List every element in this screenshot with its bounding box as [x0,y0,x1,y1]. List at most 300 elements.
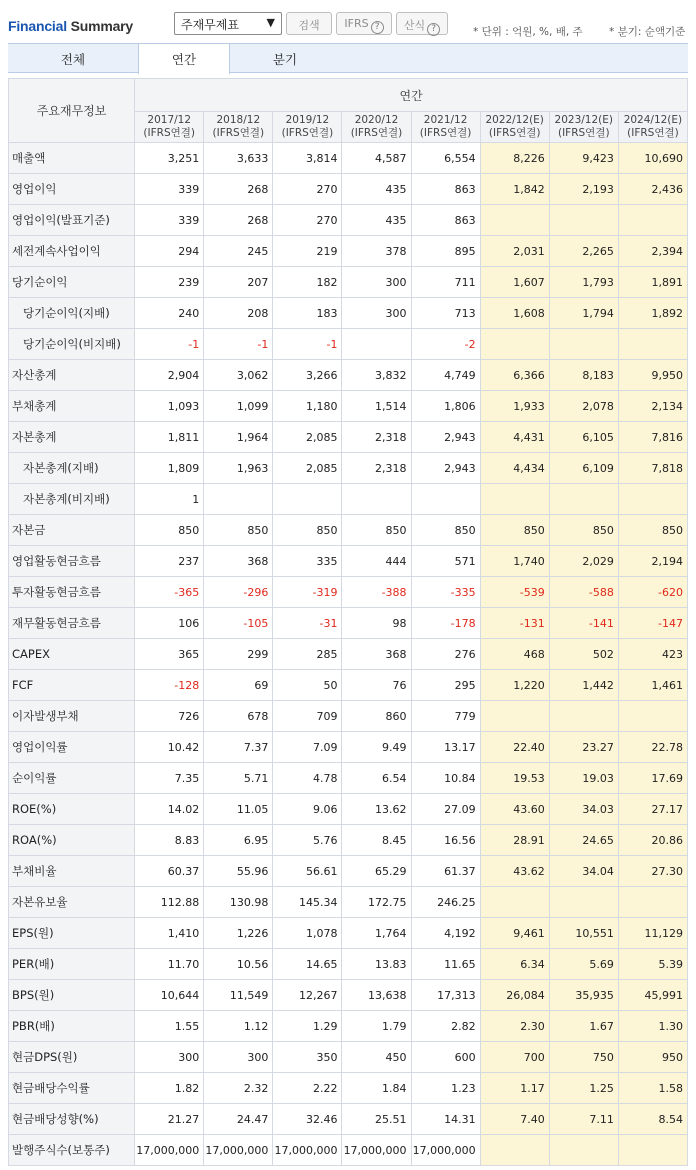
table-cell: 1,608 [480,298,549,329]
table-cell: 2,078 [549,391,618,422]
table-cell: 1,607 [480,267,549,298]
row-label: PER(배) [9,949,135,980]
table-cell: 106 [135,608,204,639]
table-cell: 2,394 [618,236,687,267]
table-cell: 368 [342,639,411,670]
table-cell: 207 [204,267,273,298]
table-cell: 4.78 [273,763,342,794]
table-cell: 240 [135,298,204,329]
table-cell: 1,461 [618,670,687,701]
table-cell: 950 [618,1042,687,1073]
formula-label: 산식 [403,19,426,32]
table-cell [549,329,618,360]
table-cell: 3,266 [273,360,342,391]
table-cell: -1 [135,329,204,360]
column-period: 2020/12 [354,114,399,126]
table-cell [411,484,480,515]
title-financial: Financial [8,18,67,34]
table-cell: 2,134 [618,391,687,422]
table-cell: 850 [135,515,204,546]
table-cell: 24.47 [204,1104,273,1135]
table-row [9,980,688,1011]
table-cell: 1,078 [273,918,342,949]
tab-quarter[interactable]: 분기 [272,52,298,67]
table-cell: 850 [480,515,549,546]
table-cell: 1,740 [480,546,549,577]
table-cell: 4,749 [411,360,480,391]
table-cell: 1.82 [135,1073,204,1104]
table-cell: 2,085 [273,422,342,453]
table-row [9,577,688,608]
row-label: 자본총계(지배) [9,453,135,484]
table-row [9,1011,688,1042]
unit-note: * 단위 : 억원, %, 배, 주 [473,26,583,38]
row-label: 재무활동현금흐름 [9,608,135,639]
page-title [8,18,133,34]
table-cell: 13.17 [411,732,480,763]
table-cell: -2 [411,329,480,360]
table-cell [549,1135,618,1166]
table-cell: 2.82 [411,1011,480,1042]
table-cell [273,484,342,515]
table-cell: 183 [273,298,342,329]
table-cell: 208 [204,298,273,329]
statement-type-value: 주재무제표 [181,18,239,32]
table-row [9,608,688,639]
table-cell: 21.27 [135,1104,204,1135]
table-cell: 502 [549,639,618,670]
row-label: CAPEX [9,639,135,670]
table-cell: 17,000,000 [411,1135,480,1166]
column-basis: (IFRS연결) [350,127,403,139]
row-label: 순이익률 [9,763,135,794]
table-cell: 1,093 [135,391,204,422]
table-cell: 1,892 [618,298,687,329]
row-label: 영업이익 [9,174,135,205]
table-cell: 14.65 [273,949,342,980]
table-cell: 2.22 [273,1073,342,1104]
row-label: 자산총계 [9,360,135,391]
annual-group-header: 연간 [135,79,688,112]
table-row [9,236,688,267]
table-cell: 10.84 [411,763,480,794]
table-row [9,205,688,236]
table-cell: 571 [411,546,480,577]
table-row [9,546,688,577]
row-label: 당기순이익(비지배) [9,329,135,360]
help-icon: ? [371,21,384,34]
table-cell: 5.76 [273,825,342,856]
table-cell: 4,192 [411,918,480,949]
table-cell: 6.34 [480,949,549,980]
table-cell: 1 [135,484,204,515]
table-cell: 2,436 [618,174,687,205]
column-header [135,112,204,143]
table-cell: 27.17 [618,794,687,825]
table-cell: 25.51 [342,1104,411,1135]
table-cell: 34.04 [549,856,618,887]
row-label: 세전계속사업이익 [9,236,135,267]
table-cell: 1,891 [618,267,687,298]
statement-type-select[interactable] [174,12,282,35]
table-cell: -620 [618,577,687,608]
table-cell: 1,809 [135,453,204,484]
table-cell: 1,811 [135,422,204,453]
row-label: 당기순이익(지배) [9,298,135,329]
table-cell: 895 [411,236,480,267]
table-cell: 339 [135,174,204,205]
table-cell: 7.37 [204,732,273,763]
table-cell: 850 [411,515,480,546]
table-row [9,453,688,484]
table-cell: 112.88 [135,887,204,918]
table-header [9,79,688,143]
table-cell: 3,832 [342,360,411,391]
column-basis: (IFRS연결) [419,127,472,139]
table-cell: 6,109 [549,453,618,484]
table-cell [618,887,687,918]
table-cell [480,701,549,732]
table-cell: 55.96 [204,856,273,887]
table-cell: 7,816 [618,422,687,453]
table-cell: -147 [618,608,687,639]
column-header [480,112,549,143]
table-cell: 1,220 [480,670,549,701]
table-cell: 300 [342,298,411,329]
table-cell: 1,180 [273,391,342,422]
table-cell: 11,129 [618,918,687,949]
row-label: 현금DPS(원) [9,1042,135,1073]
table-cell: 1.23 [411,1073,480,1104]
table-cell: 98 [342,608,411,639]
table-cell: 26,084 [480,980,549,1011]
table-row [9,329,688,360]
table-cell: 600 [411,1042,480,1073]
table-cell: 2,943 [411,422,480,453]
table-cell: 294 [135,236,204,267]
table-cell: 268 [204,174,273,205]
column-header [411,112,480,143]
table-cell: 339 [135,205,204,236]
table-cell: 1,964 [204,422,273,453]
table-cell: 2,265 [549,236,618,267]
table-cell [549,887,618,918]
table-cell: 368 [204,546,273,577]
table-cell: 145.34 [273,887,342,918]
table-cell: -296 [204,577,273,608]
table-cell: 56.61 [273,856,342,887]
table-row [9,267,688,298]
table-row [9,732,688,763]
table-cell: 17,313 [411,980,480,1011]
table-cell: 300 [135,1042,204,1073]
table-cell: 1.30 [618,1011,687,1042]
table-row [9,1073,688,1104]
table-cell: 13,638 [342,980,411,1011]
table-cell: 8.45 [342,825,411,856]
table-cell: 1,842 [480,174,549,205]
table-cell: 61.37 [411,856,480,887]
table-cell: 300 [204,1042,273,1073]
table-cell: 237 [135,546,204,577]
table-cell: 43.62 [480,856,549,887]
table-cell: 713 [411,298,480,329]
row-label: 자본총계 [9,422,135,453]
table-cell: 17,000,000 [342,1135,411,1166]
table-cell: 27.30 [618,856,687,887]
table-cell: 711 [411,267,480,298]
row-label: ROE(%) [9,794,135,825]
table-cell: 1,963 [204,453,273,484]
table-cell: 14.02 [135,794,204,825]
table-cell: 22.78 [618,732,687,763]
table-row [9,949,688,980]
table-cell: 6.54 [342,763,411,794]
table-cell: 172.75 [342,887,411,918]
table-cell: 378 [342,236,411,267]
table-cell: -365 [135,577,204,608]
table-cell [549,205,618,236]
table-row [9,422,688,453]
table-cell: 863 [411,205,480,236]
table-cell: 4,434 [480,453,549,484]
table-cell: -31 [273,608,342,639]
table-cell: 423 [618,639,687,670]
table-cell: 3,814 [273,143,342,174]
table-cell: 2,194 [618,546,687,577]
table-cell: 50 [273,670,342,701]
table-row [9,174,688,205]
table-cell: 268 [204,205,273,236]
table-cell: 11.05 [204,794,273,825]
table-cell: 13.83 [342,949,411,980]
table-cell: 2,193 [549,174,618,205]
table-cell: 7.09 [273,732,342,763]
table-cell: 850 [342,515,411,546]
table-cell: 300 [342,267,411,298]
table-row [9,1104,688,1135]
table-cell: 2,318 [342,453,411,484]
table-cell [618,205,687,236]
table-cell: 750 [549,1042,618,1073]
table-cell: 1,410 [135,918,204,949]
table-cell: -335 [411,577,480,608]
search-button[interactable]: 검색 [286,12,332,35]
column-basis: (IFRS연결) [212,127,265,139]
column-header [618,112,687,143]
table-cell: 863 [411,174,480,205]
tab-all[interactable]: 전체 [60,52,86,67]
table-cell: 19.03 [549,763,618,794]
table-cell: 13.62 [342,794,411,825]
table-cell: 10.56 [204,949,273,980]
row-label: 자본금 [9,515,135,546]
table-cell: 130.98 [204,887,273,918]
table-cell: 35,935 [549,980,618,1011]
table-cell [480,205,549,236]
column-basis: (IFRS연결) [143,127,195,139]
table-cell: 7,818 [618,453,687,484]
table-cell: 246.25 [411,887,480,918]
period-tabs [8,43,688,73]
table-row [9,825,688,856]
table-cell: -105 [204,608,273,639]
table-cell: 299 [204,639,273,670]
table-cell: 276 [411,639,480,670]
table-cell: 6,554 [411,143,480,174]
period-note: * 분기: 순액기준 [609,26,686,38]
table-cell: 435 [342,205,411,236]
table-cell: 9,461 [480,918,549,949]
table-cell: 678 [204,701,273,732]
table-cell: 69 [204,670,273,701]
table-cell: 270 [273,174,342,205]
table-cell: -128 [135,670,204,701]
ifrs-label: IFRS [344,17,369,30]
column-basis: (IFRS연결) [557,127,610,139]
table-cell: 3,062 [204,360,273,391]
table-cell [480,887,549,918]
table-cell: 850 [204,515,273,546]
row-label: FCF [9,670,135,701]
table-body [9,143,688,1166]
table-row [9,763,688,794]
table-cell [618,484,687,515]
row-label: 매출액 [9,143,135,174]
chevron-down-icon: ▼ [266,16,275,29]
table-cell: 245 [204,236,273,267]
table-cell: 45,991 [618,980,687,1011]
table-cell: 365 [135,639,204,670]
column-header [342,112,411,143]
formula-button[interactable] [396,12,448,35]
table-cell: 17,000,000 [204,1135,273,1166]
table-cell: 2,031 [480,236,549,267]
tab-annual[interactable]: 연간 [138,44,230,74]
column-header [273,112,342,143]
table-cell: 1.79 [342,1011,411,1042]
table-cell: 9,950 [618,360,687,391]
table-cell: 10,644 [135,980,204,1011]
row-label: 현금배당수익률 [9,1073,135,1104]
table-cell: 2,318 [342,422,411,453]
row-label: PBR(배) [9,1011,135,1042]
table-cell: -539 [480,577,549,608]
table-cell: 450 [342,1042,411,1073]
item-header: 주요재무정보 [9,79,135,143]
row-label: ROA(%) [9,825,135,856]
table-cell: 700 [480,1042,549,1073]
row-label: 영업이익(발표기준) [9,205,135,236]
table-cell: 2,943 [411,453,480,484]
table-cell: 1,099 [204,391,273,422]
table-row [9,794,688,825]
table-cell: 1.58 [618,1073,687,1104]
table-cell: 27.09 [411,794,480,825]
table-cell: 11.70 [135,949,204,980]
table-cell: 3,251 [135,143,204,174]
row-label: 이자발생부채 [9,701,135,732]
table-cell [480,1135,549,1166]
table-cell: 19.53 [480,763,549,794]
table-row [9,360,688,391]
table-row [9,639,688,670]
table-cell: 6,366 [480,360,549,391]
table-cell: 9.06 [273,794,342,825]
table-cell: 1.55 [135,1011,204,1042]
table-cell: 12,267 [273,980,342,1011]
table-cell: 10,551 [549,918,618,949]
table-cell: 860 [342,701,411,732]
table-cell: 1,806 [411,391,480,422]
table-cell [480,329,549,360]
table-cell: 7.35 [135,763,204,794]
table-cell: 11.65 [411,949,480,980]
table-row [9,515,688,546]
table-cell: 468 [480,639,549,670]
table-cell: 2.30 [480,1011,549,1042]
table-cell: 24.65 [549,825,618,856]
table-cell: 285 [273,639,342,670]
table-cell: 5.71 [204,763,273,794]
table-cell [204,484,273,515]
table-cell: 60.37 [135,856,204,887]
table-cell [618,1135,687,1166]
table-cell: 10,690 [618,143,687,174]
table-cell: 850 [273,515,342,546]
table-cell [342,329,411,360]
table-cell: 5.69 [549,949,618,980]
table-cell: 16.56 [411,825,480,856]
table-cell [480,484,549,515]
table-cell: 1,794 [549,298,618,329]
table-cell: 1.84 [342,1073,411,1104]
table-cell: 1,226 [204,918,273,949]
table-cell: 9.49 [342,732,411,763]
table-cell: -178 [411,608,480,639]
row-label: EPS(원) [9,918,135,949]
table-cell: 1,442 [549,670,618,701]
table-cell: 23.27 [549,732,618,763]
table-cell: -1 [273,329,342,360]
table-cell: 8.54 [618,1104,687,1135]
row-label: 자본총계(비지배) [9,484,135,515]
table-cell: 76 [342,670,411,701]
table-row [9,484,688,515]
column-basis: (IFRS연결) [627,127,679,139]
table-cell: 850 [618,515,687,546]
table-cell: 5.39 [618,949,687,980]
column-period: 2017/12 [147,114,192,126]
row-label: 투자활동현금흐름 [9,577,135,608]
table-cell: 6.95 [204,825,273,856]
table-cell: 4,431 [480,422,549,453]
column-period: 2018/12 [216,114,261,126]
table-cell: 335 [273,546,342,577]
table-cell: 22.40 [480,732,549,763]
table-row [9,918,688,949]
title-summary: Summary [70,18,134,34]
table-row [9,670,688,701]
table-row [9,391,688,422]
column-basis: (IFRS연결) [488,127,541,139]
table-row [9,1135,688,1166]
ifrs-button[interactable] [336,12,392,35]
table-cell: 65.29 [342,856,411,887]
row-label: 현금배당성향(%) [9,1104,135,1135]
table-cell: 182 [273,267,342,298]
column-header [549,112,618,143]
